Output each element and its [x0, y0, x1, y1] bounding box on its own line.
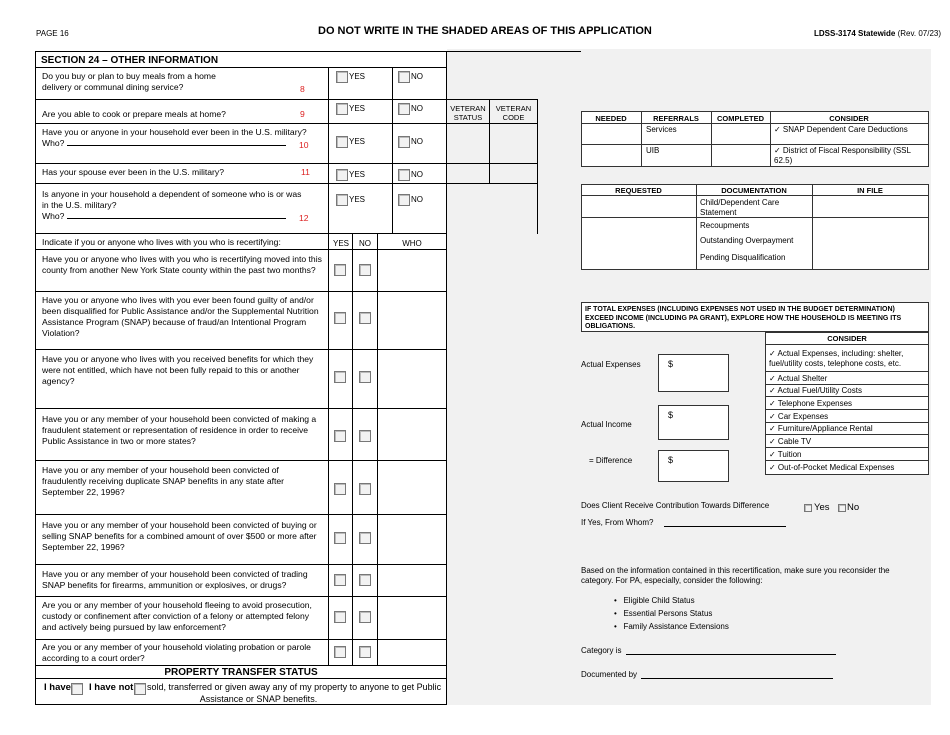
difference-label: = Difference — [589, 456, 633, 465]
needed-header: NEEDED — [595, 114, 627, 123]
recert-yes-checkbox[interactable] — [334, 611, 346, 623]
documented-by-input[interactable] — [641, 678, 833, 679]
consider-fiscal-responsibility: ✓ District of Fiscal Responsibility (SSL 62.5) — [774, 146, 911, 165]
category-intro: Based on the information contained in this recertification, make sure you reconsider the category. For PA, especially, consider the following: — [581, 566, 890, 585]
bullet-family-assistance: • Family Assistance Extensions — [614, 622, 729, 631]
consider-actual-expenses: ✓ Actual Expenses, including: shelter, fuel/utility costs, telephone costs, etc. — [769, 349, 904, 368]
recert-yes-checkbox[interactable] — [334, 264, 346, 276]
recert-question: Have you or any member of your household been convicted of trading SNAP benefits for firearms, ammunition or explosives, or drugs? — [42, 569, 308, 590]
veteran-code-header: VETERAN CODE — [495, 104, 532, 122]
recert-no-checkbox[interactable] — [359, 483, 371, 495]
form-number: LDSS-3174 Statewide — [814, 29, 896, 38]
recert-yes-checkbox[interactable] — [334, 371, 346, 383]
question-12: Is anyone in your household a dependent of someone who is or was in the U.S. military? Who? — [42, 189, 302, 221]
yes-label: YES — [349, 195, 366, 204]
question-9: Are you able to cook or prepare meals at home? — [42, 109, 226, 119]
recert-no-checkbox[interactable] — [359, 646, 371, 658]
consider-actual-shelter: ✓ Actual Shelter — [769, 374, 828, 383]
q11-yes-checkbox[interactable] — [336, 169, 348, 181]
contribution-yes-checkbox[interactable] — [804, 504, 812, 512]
doc-overpayment: Outstanding Overpayment — [700, 236, 794, 245]
from-whom-label: If Yes, From Whom? — [581, 518, 654, 527]
from-whom-input[interactable] — [664, 526, 786, 527]
yes-label: YES — [349, 72, 366, 81]
q8-no-checkbox[interactable] — [398, 71, 410, 83]
no-label: NO — [411, 137, 423, 146]
actual-income-input[interactable]: $ — [658, 405, 729, 440]
consider-fuel-utility: ✓ Actual Fuel/Utility Costs — [769, 386, 862, 395]
consider-tuition: ✓ Tuition — [769, 450, 802, 459]
recert-question: Have you or anyone who lives with you ever been found guilty of and/or been disqualified for Public Assistance and/or the Supplemental Nutrition Assistance Program (SNAP) because of fraud/an Intentional Program Violation? — [42, 295, 319, 338]
no-label: NO — [411, 104, 423, 113]
property-text-2: Assistance or SNAP benefits. — [199, 694, 318, 704]
yes-label: YES — [349, 170, 366, 179]
recert-no-checkbox[interactable] — [359, 611, 371, 623]
recert-question: Have you or any member of your household been convicted of fraudulently receiving duplicate SNAP benefits in any state after September 22, 1996? — [42, 465, 285, 497]
yes-label: YES — [349, 137, 366, 146]
q12-yes-checkbox[interactable] — [336, 194, 348, 206]
no-label: NO — [411, 170, 423, 179]
contribution-question: Does Client Receive Contribution Towards Difference — [581, 501, 770, 510]
recert-no-checkbox[interactable] — [359, 574, 371, 586]
recert-yes-checkbox[interactable] — [334, 430, 346, 442]
q11-no-checkbox[interactable] — [398, 169, 410, 181]
recert-yes-checkbox[interactable] — [334, 574, 346, 586]
expenses-notice: IF TOTAL EXPENSES (INCLUDING EXPENSES NOT USED IN THE BUDGET DETERMINATION) EXCEED INCOME (INCLUDING PA GRANT), EXPLORE HOW THE HOUSEHOLD IS MEETING ITS OBLIGATIONS. — [585, 306, 902, 330]
q10-yes-checkbox[interactable] — [336, 136, 348, 148]
question-11-number: 11 — [301, 167, 310, 177]
question-8: Do you buy or plan to buy meals from a home delivery or communal dining service? — [42, 71, 216, 92]
contribution-no-checkbox[interactable] — [838, 504, 846, 512]
page-title: DO NOT WRITE IN THE SHADED AREAS OF THIS APPLICATION — [318, 25, 652, 37]
contribution-yes-label: Yes — [814, 502, 830, 513]
recert-question: Have you or any member of your household been convicted of buying or selling SNAP benefits for a combined amount of over $500 or more after September 22, 1996? — [42, 520, 317, 552]
referral-services: Services — [646, 125, 677, 134]
i-have-label: I have — [44, 682, 71, 693]
q10-no-checkbox[interactable] — [398, 136, 410, 148]
q9-yes-checkbox[interactable] — [336, 103, 348, 115]
contribution-no-label: No — [847, 502, 860, 513]
question-10-number: 10 — [299, 140, 309, 150]
recert-no-checkbox[interactable] — [359, 430, 371, 442]
doc-recoupments: Recoupments — [700, 221, 750, 230]
actual-expenses-label: Actual Expenses — [581, 360, 641, 369]
recert-no-checkbox[interactable] — [359, 264, 371, 276]
consider-furniture: ✓ Furniture/Appliance Rental — [769, 424, 873, 433]
completed-header: COMPLETED — [716, 114, 765, 123]
recert-question: Have you or anyone who lives with you received benefits for which they were not entitled, which have not been fully repaid to this or another agency? — [42, 354, 314, 386]
actual-income-label: Actual Income — [581, 420, 632, 429]
property-text-1: sold, transferred or given away any of my property to anyone to get Public — [147, 682, 442, 692]
q12-no-checkbox[interactable] — [398, 194, 410, 206]
recert-yes-checkbox[interactable] — [334, 312, 346, 324]
i-have-not-label: I have not — [89, 682, 134, 693]
form-revision: (Rev. 07/23) — [897, 29, 942, 38]
question-10: Have you or anyone in your household ever been in the U.S. military? Who? — [42, 127, 307, 148]
section-title: SECTION 24 – OTHER INFORMATION — [41, 55, 219, 66]
consider-header: CONSIDER — [829, 114, 869, 123]
referrals-header: REFERRALS — [653, 114, 699, 123]
requested-header: REQUESTED — [615, 186, 662, 195]
recert-who-header: WHO — [402, 239, 422, 248]
recert-question: Have you or anyone who lives with you who is recertifying moved into this county from another New York State county within the past two months? — [42, 254, 322, 275]
in-file-header: IN FILE — [857, 186, 883, 195]
recert-no-header: NO — [359, 239, 371, 248]
recert-no-checkbox[interactable] — [359, 371, 371, 383]
doc-child-care: Child/Dependent Care Statement — [700, 198, 780, 217]
veteran-status-header: VETERAN STATUS — [450, 104, 486, 122]
bullet-eligible-child: • Eligible Child Status — [614, 596, 695, 605]
question-11: Has your spouse ever been in the U.S. military? — [42, 167, 224, 177]
recert-yes-checkbox[interactable] — [334, 532, 346, 544]
question-12-number: 12 — [299, 213, 309, 223]
category-is-label: Category is — [581, 646, 622, 655]
bullet-essential-persons: • Essential Persons Status — [614, 609, 713, 618]
page-number: PAGE 16 — [36, 29, 69, 38]
consider-snap-dependent: ✓ SNAP Dependent Care Deductions — [774, 125, 908, 134]
recert-header: Indicate if you or anyone who lives with you who is recertifying: — [42, 237, 281, 247]
no-label: NO — [411, 195, 423, 204]
form-id — [814, 29, 941, 38]
recert-question: Are you or any member of your household fleeing to avoid prosecution, custody or confinement after conviction of a felony or attempted felony and actively being pursued by law enforcement? — [42, 600, 312, 632]
recert-question: Are you or any member of your household violating probation or parole according to a court order? — [42, 642, 311, 663]
recert-yes-header: YES — [332, 239, 349, 248]
referral-uib: UIB — [646, 146, 660, 155]
consider-medical: ✓ Out-of-Pocket Medical Expenses — [769, 463, 895, 472]
consider-cable: ✓ Cable TV — [769, 437, 812, 446]
property-title: PROPERTY TRANSFER STATUS — [164, 667, 318, 678]
q8-yes-checkbox[interactable] — [336, 71, 348, 83]
q9-no-checkbox[interactable] — [398, 103, 410, 115]
documentation-header: DOCUMENTATION — [721, 186, 787, 195]
consider-car: ✓ Car Expenses — [769, 412, 829, 421]
yes-label: YES — [349, 104, 366, 113]
recert-no-checkbox[interactable] — [359, 532, 371, 544]
expenses-consider-header: CONSIDER — [827, 334, 867, 343]
question-8-number: 8 — [300, 84, 305, 94]
documented-by-label: Documented by — [581, 670, 638, 679]
recert-yes-checkbox[interactable] — [334, 646, 346, 658]
no-label: NO — [411, 72, 423, 81]
recert-no-checkbox[interactable] — [359, 312, 371, 324]
difference-input[interactable]: $ — [658, 450, 729, 482]
category-input[interactable] — [626, 654, 836, 655]
doc-disqualification: Pending Disqualification — [700, 253, 786, 262]
actual-expenses-input[interactable]: $ — [658, 354, 729, 392]
question-9-number: 9 — [300, 109, 305, 119]
consider-telephone: ✓ Telephone Expenses — [769, 399, 853, 408]
recert-yes-checkbox[interactable] — [334, 483, 346, 495]
recert-question: Have you or any member of your household been convicted of making a fraudulent statement or representation of residence in order to receive Public Assistance in two or more states? — [42, 414, 317, 446]
